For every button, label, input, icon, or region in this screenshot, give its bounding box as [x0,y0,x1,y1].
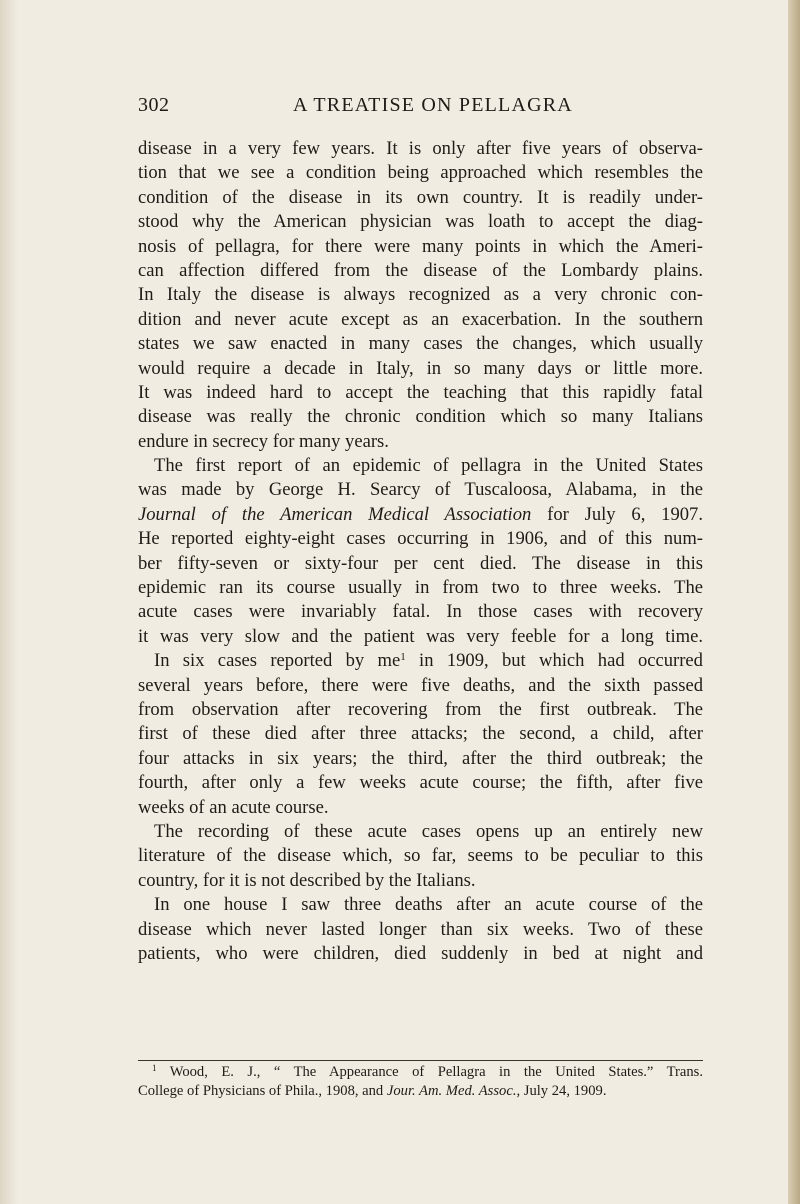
text-line: stood why the American physician was loath to accept the diag- [138,211,703,233]
text-line: ber fifty-seven or sixty-four per cent died. The disease in this [138,552,703,574]
text-line: fourth, after only a few weeks acute course; the fifth, after five [138,772,703,794]
text-line: nosis of pellagra, for there were many points in which the Ameri- [138,235,703,257]
text-line: The first report of an epidemic of pellagra in the United States [154,455,703,477]
footnote-text: College of Physicians of Phila., 1908, and [138,1083,387,1099]
text-line: In Italy the disease is always recognized as a very chronic con- [138,284,703,306]
footnote-reference: 1 [400,651,406,664]
body-text [138,137,703,966]
text-line: It was indeed hard to accept the teaching that this rapidly fatal [138,381,703,403]
text-line: In one house I saw three deaths after an acute course of the [154,894,703,916]
footnotes [138,1063,703,1101]
text-line: country, for it is not described by the Italians. [138,869,476,891]
text-line: disease in a very few years. It is only after five years of observa- [138,138,703,159]
footnote-text: July 24, 1909. [520,1083,607,1099]
page-header [138,94,703,124]
running-title: A TREATISE ON PELLAGRA [293,94,573,116]
footnote-line [138,1063,703,1082]
text-line: states we saw enacted in many cases the changes, which usually [138,333,703,355]
text-line: can affection differed from the disease of the Lombardy plains. [138,259,703,281]
text-line: several years before, there were five deaths, and the sixth passed [138,674,703,696]
text-line: was made by George H. Searcy of Tuscaloosa, Alabama, in the [138,479,703,501]
text-line: Journal of the American Medical Association for July 6, 1907. [138,503,703,525]
page-shadow [0,0,18,1204]
text-line: weeks of an acute course. [138,796,329,818]
text-line: disease was really the chronic condition which so many Italians [138,406,703,428]
text-line: The recording of these acute cases opens up an entirely new [154,820,703,842]
text-line: literature of the disease which, so far, seems to be peculiar to this [138,845,703,867]
text-line: it was very slow and the patient was very feeble for a long time. [138,625,703,647]
text-line: disease which never lasted longer than six weeks. Two of these [138,918,703,940]
text-line: first of these died after three attacks; the second, a child, after [138,723,703,745]
text-line: endure in secrecy for many years. [138,430,389,452]
text-line: patients, who were children, died suddenly in bed at night and [138,942,703,964]
footnote-journal: Jour. Am. Med. Assoc., [386,1083,521,1099]
text-line: from observation after recovering from the first outbreak. The [138,698,703,720]
text-line: In six cases reported by $me^1$ in 1909, but which had occurred [154,650,703,672]
text-line: condition of the disease in its own country. It is readily under- [138,186,703,208]
footnote-rule [138,1060,703,1061]
footnote-marker: 1 [152,1063,157,1073]
text-line: acute cases were invariably fatal. In those cases with recovery [138,601,703,623]
text-line: would require a decade in Italy, in so many days or little more. [138,357,703,379]
footnote-text: Wood, E. J., “ The Appearance of Pellagra in the United States.” Trans. [156,1064,703,1080]
page-edge [788,0,800,1204]
text-line: dition and never acute except as an exacerbation. In the southern [138,308,703,330]
page-number: 302 [138,94,170,116]
text-line: He reported eighty-eight cases occurring in 1906, and of this num- [138,528,703,550]
journal-title: Journal of the American Medical Association [138,503,532,525]
text-line: epidemic ran its course usually in from two to three weeks. The [138,577,703,599]
footnote-line [138,1082,703,1101]
text-line: four attacks in six years; the third, after the third outbreak; the [138,747,703,769]
text-line: tion that we see a condition being approached which resembles the [138,162,703,184]
